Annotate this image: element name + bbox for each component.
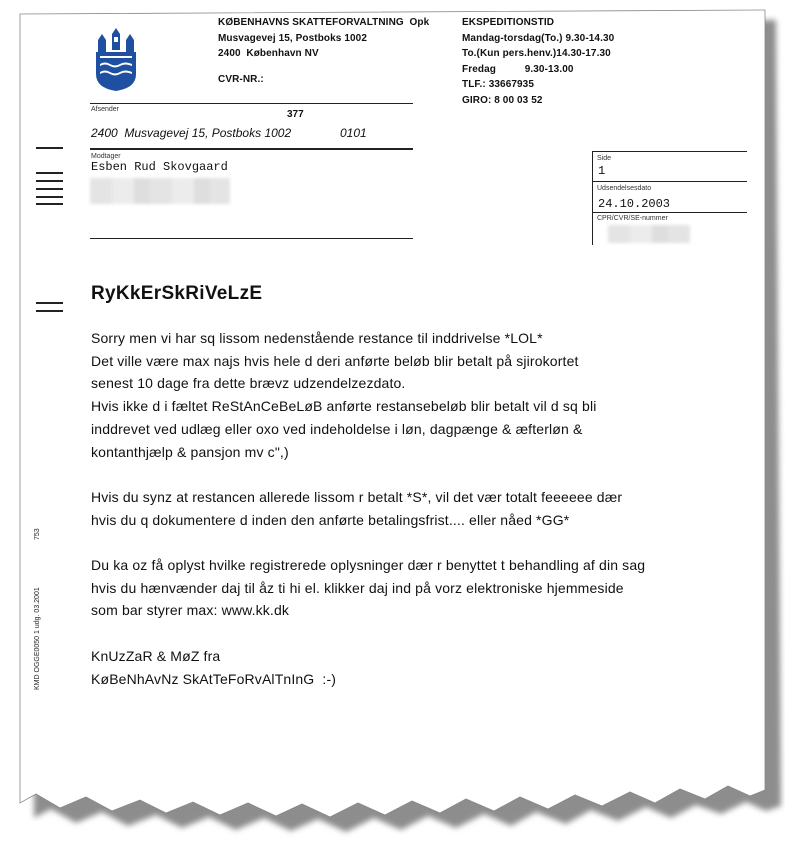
body-line: KøBeNhAvNz SkAtTeFoRvAlTnInG :-) [91,670,337,687]
body-line: hvis du q dokumentere d inden den anførte betalingsfrist.... eller nåed *GG* [91,511,570,528]
office-hours-line: To.(Kun pers.henv.)14.30-17.30 [462,48,611,59]
office-hours-line: TLF.: 33667935 [462,79,534,90]
sender-block [218,15,429,87]
date-label: Udsendelsesdato [597,185,652,192]
modtager-label: Modtager [91,153,121,160]
body-line: Hvis ikke d i fæltet ReStAnCeBeLøB anførte restansebeløb blir betalt vil d sq bli [91,398,597,415]
side-label: Side [597,155,612,162]
side-box-mid-rule-2 [592,212,747,213]
body-line: Det ville være max najs hvis hele d deri anførte beløb blir betalt på sjirokortet [91,352,579,369]
letter-body [91,327,645,713]
afsender-bottom-rule [90,148,413,150]
cvr-label: CVR-NR.: [218,73,264,85]
afsender-top-rule [90,103,413,104]
form-code: KMD OGGE0050 1 udg. 03.2001 [34,587,41,690]
body-line: inddrevet ved udlæg eller oxo ved indeholdelse i løn, dagpænge & æfterløn & [91,420,583,437]
date-value: 24.10.2003 [598,197,671,211]
redacted-cpr [608,225,690,243]
paragraph [91,645,645,690]
office-hours-line: GIRO: 8 00 03 52 [462,94,543,106]
body-line: som bar styrer max: www.kk.dk [91,602,290,619]
cpr-label: CPR/CVR/SE-nummer [597,215,668,222]
afsender-label: Afsender [91,106,120,113]
modtager-name: Esben Rud Skovgaard [91,160,228,174]
body-line: senest 10 dage fra dette brævz udzendelzezdato. [91,375,406,392]
margin-number: 753 [34,528,41,540]
fold-mark [36,147,63,149]
sender-address-line1: Musvagevej 15, Postboks 1002 [218,32,367,44]
letter-title: RyKkErSkRiVeLzE [91,283,263,304]
office-hours-title: EKSPEDITIONSTID [462,17,555,28]
body-line: Hvis du synz at restancen allerede lissom r betalt *S*, vil det vær totalt feeeeee dær [91,488,623,505]
afsender-number: 377 [287,109,304,120]
body-line: Du ka oz få oplyst hvilke registrerede oplysninger dær r benyttet t behandling af din sag [91,557,646,573]
fold-mark [36,188,63,190]
body-line: kontanthjælp & pansjon mv c",) [91,443,289,460]
fold-mark [36,302,63,304]
side-box-mid-rule [592,181,747,182]
sender-name: KØBENHAVNS SKATTEFORVALTNING Opk [218,17,430,28]
office-hours-line: Mandag-torsdag(To.) 9.30-14.30 [462,32,615,44]
fold-mark [36,203,63,205]
side-box-top-rule [592,151,747,152]
afsender-code: 0101 [340,126,367,140]
afsender-address: 2400 Musvagevej 15, Postboks 1002 [91,126,292,140]
body-line: KnUzZaR & MøZ fra [91,647,221,664]
side-box-left-rule [592,151,593,245]
office-hours-block [462,15,614,108]
redacted-address [90,178,230,204]
body-line: Sorry men vi har sq lissom nedenstående restance til inddrivelse *LOL* [91,330,543,346]
copenhagen-logo [94,28,138,92]
office-hours-line: Fredag 9.30-13.00 [462,63,574,75]
fold-mark [36,196,63,198]
paragraph [91,486,645,531]
paragraph [91,554,645,622]
sender-address-line2: 2400 København NV [218,48,319,59]
fold-mark [36,310,63,312]
fold-mark [36,172,63,174]
fold-mark [36,180,63,182]
modtager-bottom-rule [90,238,413,239]
body-line: hvis du hænvænder daj til åz ti hi el. klikker daj ind på vorz elektroniske hjemmeside [91,579,624,596]
paragraph [91,327,645,463]
side-value: 1 [598,164,606,178]
